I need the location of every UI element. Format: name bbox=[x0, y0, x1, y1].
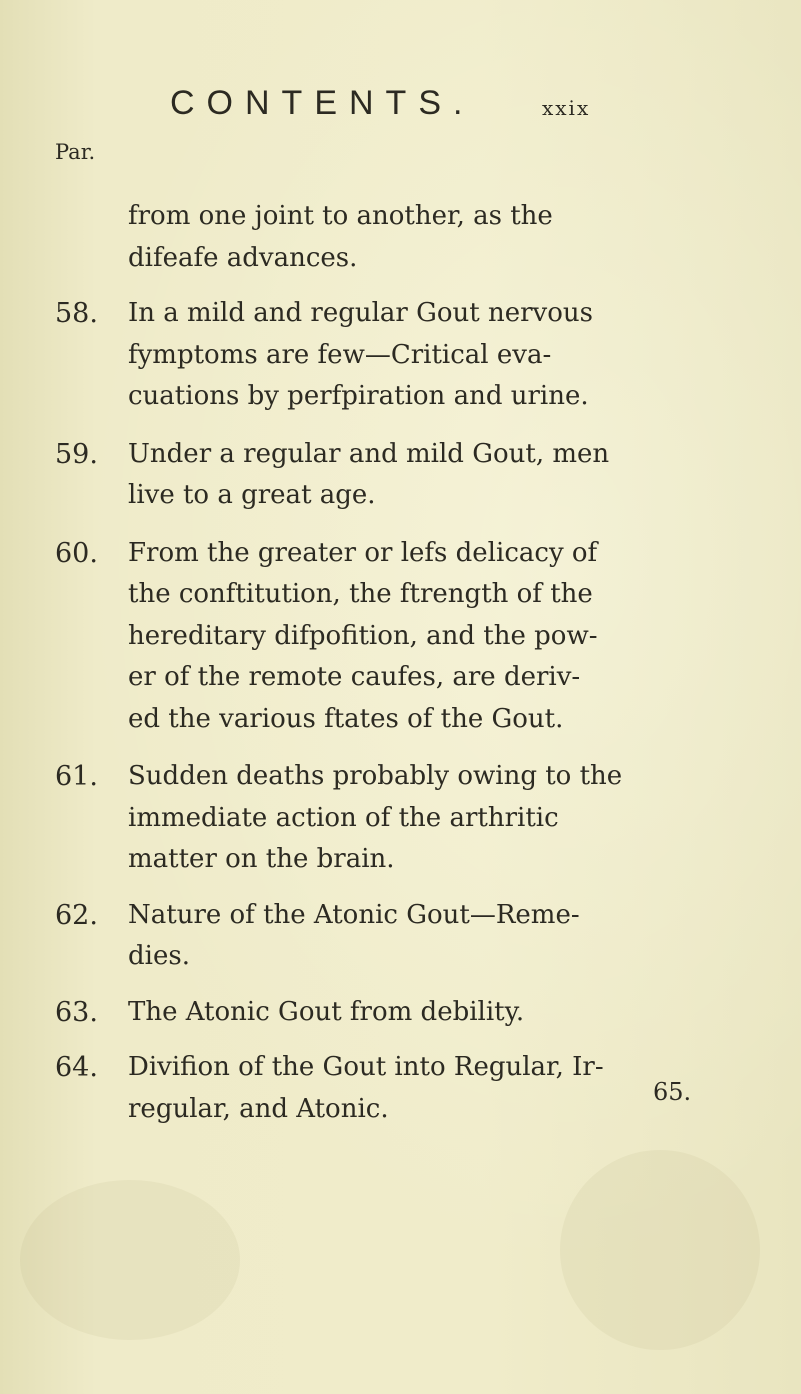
entry-line: from one joint to another, as the bbox=[128, 201, 553, 231]
contents-entry bbox=[55, 533, 755, 741]
entry-line: ed the various ftates of the Gout. bbox=[128, 703, 564, 734]
catchword: 65. bbox=[653, 1078, 692, 1106]
entry-line: the conftitution, the ftrength of the bbox=[128, 579, 593, 609]
contents-entry bbox=[55, 196, 755, 279]
entry-line: difeafe advances. bbox=[128, 242, 358, 273]
contents-list bbox=[55, 182, 755, 1130]
entry-line: immediate action of the arthritic bbox=[128, 802, 559, 833]
contents-entry bbox=[55, 434, 755, 517]
entry-line: fymptoms are few—Critical eva- bbox=[128, 339, 552, 370]
contents-entry bbox=[55, 1047, 755, 1130]
contents-entry bbox=[55, 293, 755, 418]
entry-line: hereditary difpofition, and the pow- bbox=[128, 620, 598, 651]
contents-entry bbox=[55, 895, 755, 978]
entry-number: 64. bbox=[55, 1052, 98, 1083]
page-number: xxix bbox=[542, 96, 591, 120]
contents-entry bbox=[55, 756, 755, 881]
entry-line: The Atonic Gout from debility. bbox=[128, 996, 525, 1027]
entry-line: regular, and Atonic. bbox=[128, 1093, 389, 1124]
entry-line: matter on the brain. bbox=[128, 844, 395, 874]
entry-text bbox=[128, 992, 755, 1034]
entry-line: dies. bbox=[128, 941, 190, 971]
entry-line: Under a regular and mild Gout, men bbox=[128, 438, 610, 469]
paper-stain bbox=[20, 1180, 240, 1340]
entry-text bbox=[128, 756, 755, 881]
entry-number: 60. bbox=[55, 537, 98, 569]
entry-line: er of the remote caufes, are deriv- bbox=[128, 662, 581, 692]
paper-stain bbox=[560, 1150, 760, 1350]
entry-number: 63. bbox=[55, 996, 98, 1028]
entry-line: live to a great age. bbox=[128, 480, 376, 510]
entry-number: 62. bbox=[55, 899, 98, 931]
entry-text bbox=[128, 434, 755, 517]
entry-number: 58. bbox=[55, 298, 98, 329]
entry-line: Nature of the Atonic Gout—Reme- bbox=[128, 899, 580, 930]
entry-line: In a mild and regular Gout nervous bbox=[128, 298, 593, 328]
entry-text bbox=[128, 895, 755, 978]
entry-line: From the greater or lefs delicacy of bbox=[128, 537, 598, 568]
entry-line: cuations by perfpiration and urine. bbox=[128, 381, 589, 411]
entry-line: Divifion of the Gout into Regular, Ir- bbox=[128, 1052, 604, 1082]
entry-text bbox=[128, 533, 755, 741]
running-head bbox=[0, 0, 801, 140]
column-label: Par. bbox=[55, 140, 96, 164]
entry-number: 61. bbox=[55, 761, 98, 792]
entry-text bbox=[128, 196, 755, 279]
entry-number: 59. bbox=[55, 438, 98, 470]
contents-entry bbox=[55, 992, 755, 1034]
page-title: CONTENTS. bbox=[170, 84, 475, 122]
entry-text bbox=[128, 293, 755, 418]
entry-line: Sudden deaths probably owing to the bbox=[128, 761, 623, 791]
entry-number bbox=[55, 196, 128, 279]
